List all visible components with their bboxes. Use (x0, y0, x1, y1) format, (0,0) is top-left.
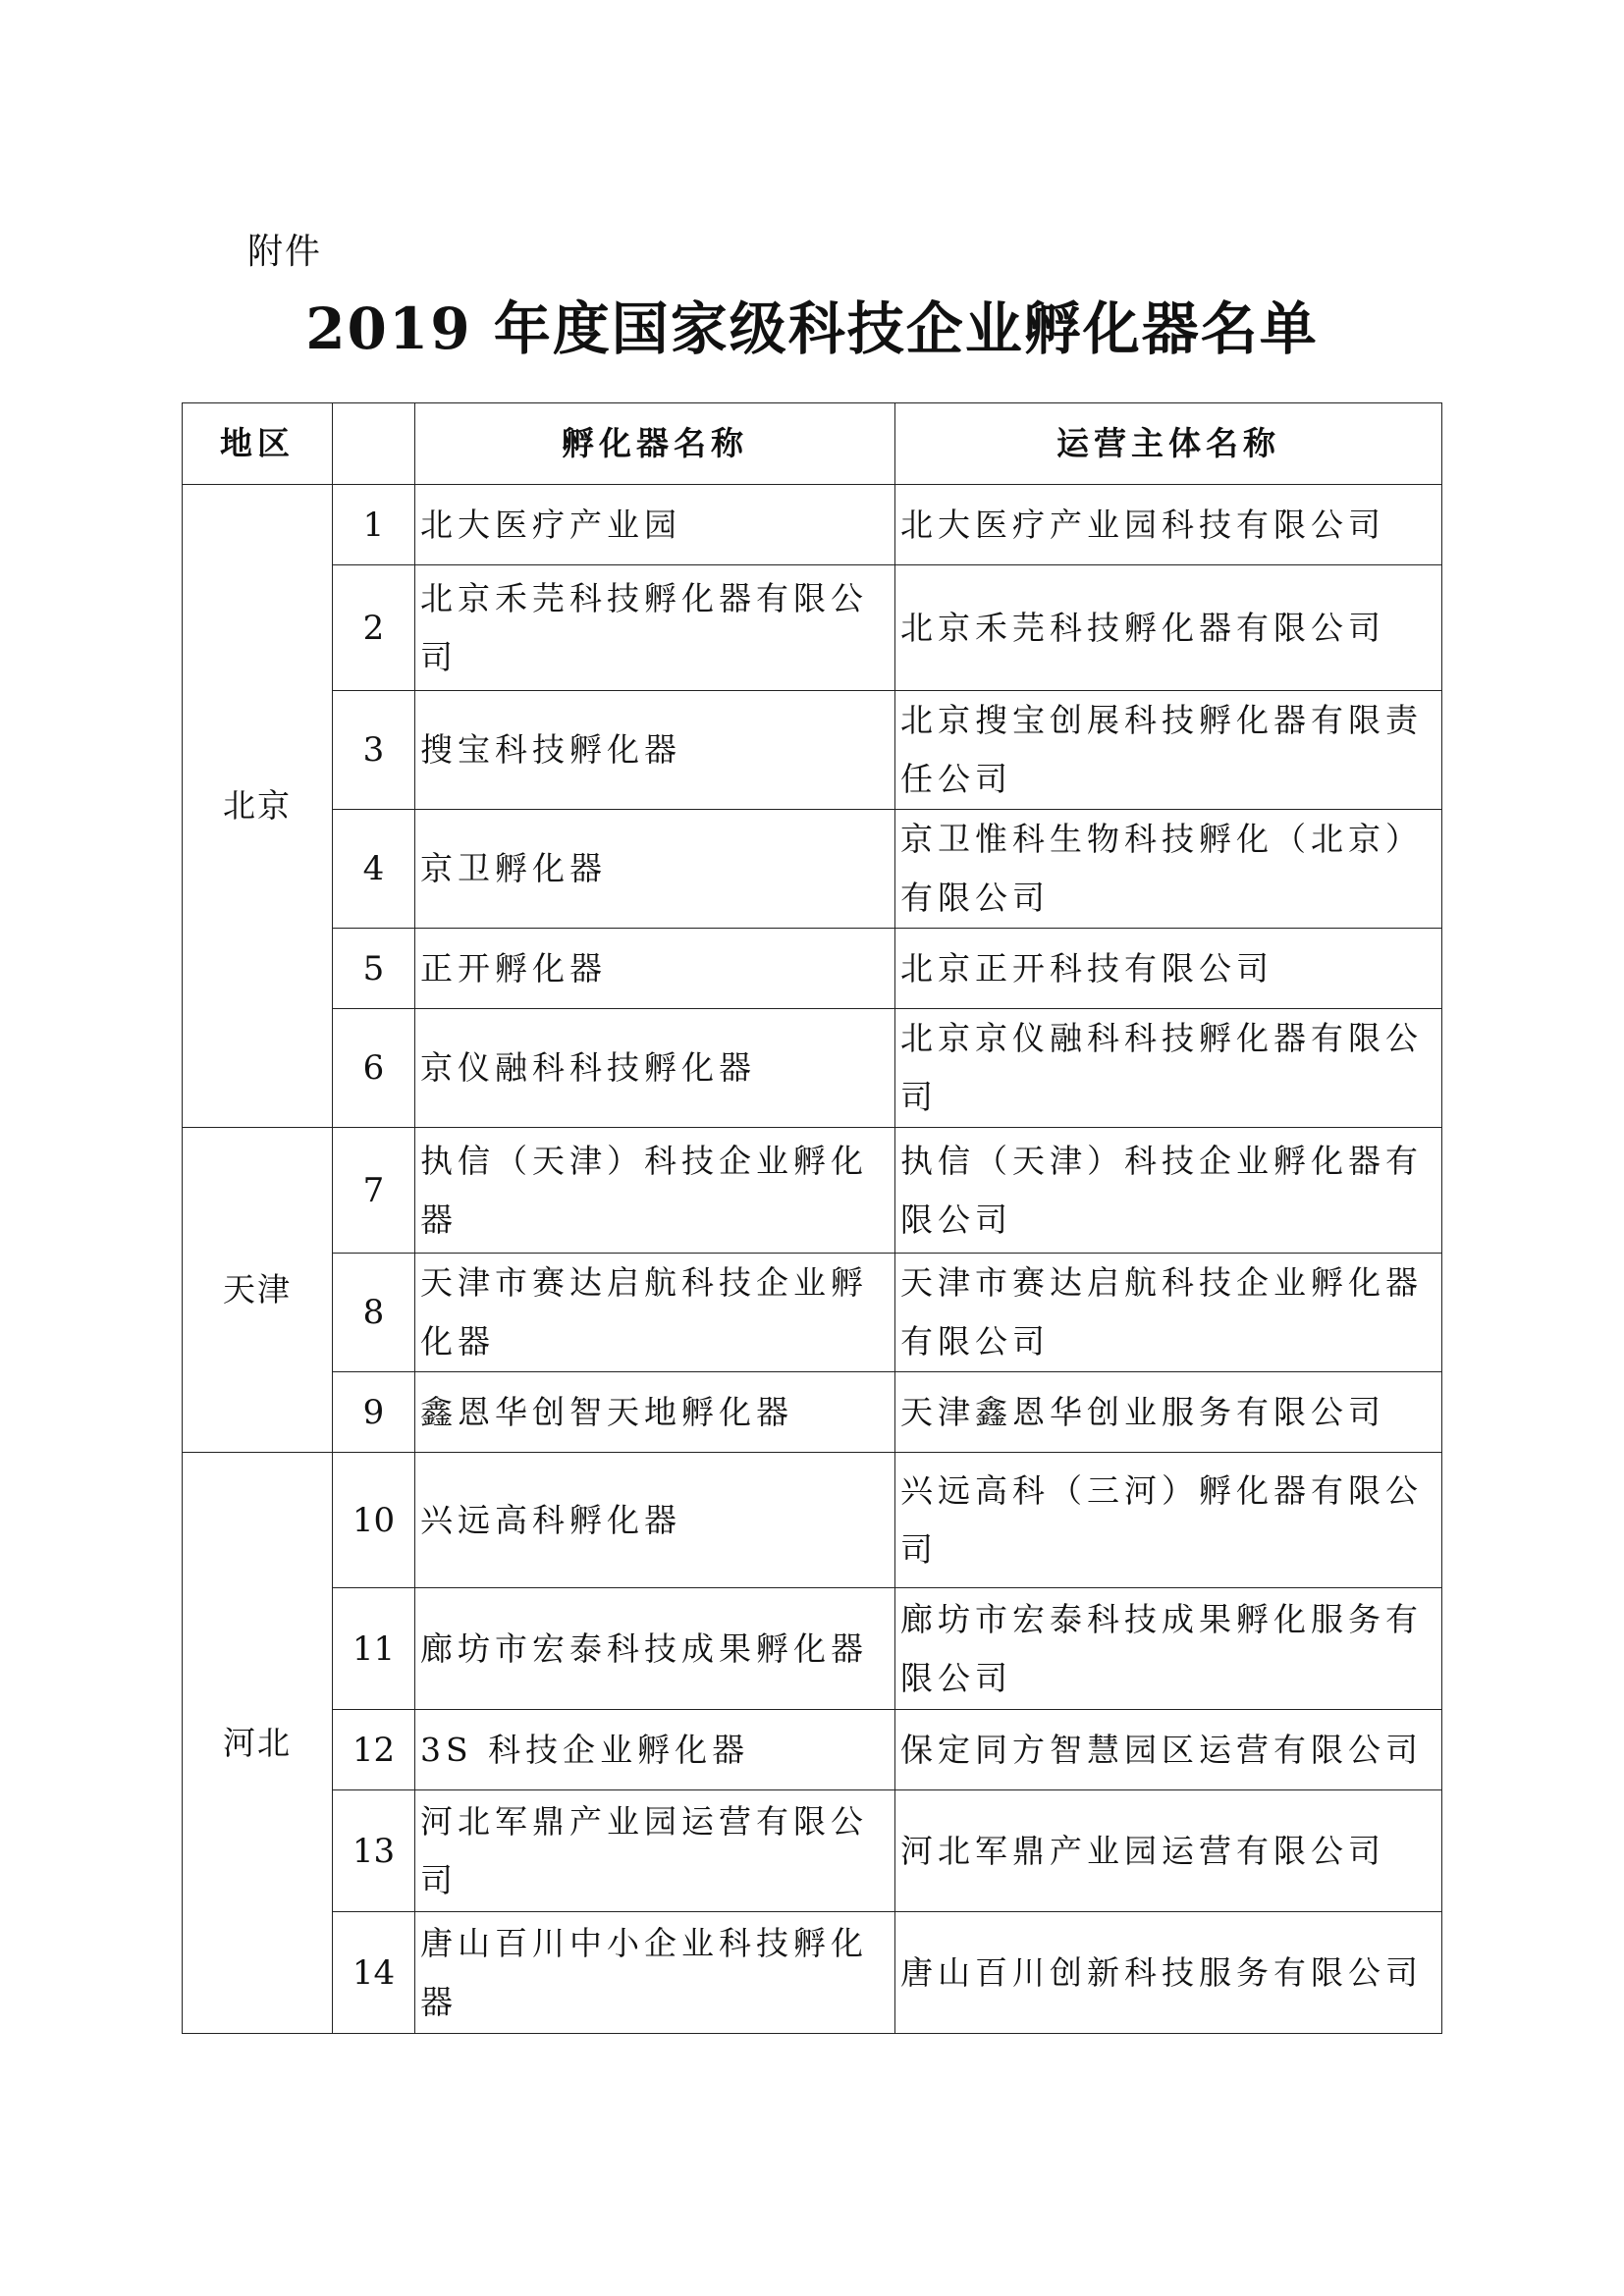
table-row (183, 810, 1442, 929)
table-row (183, 1254, 1442, 1372)
table-body (183, 485, 1442, 2034)
table-row (183, 1372, 1442, 1453)
num-cell: 5 (333, 929, 415, 1009)
table-row (183, 565, 1442, 691)
operator-cell: 保定同方智慧园区运营有限公司 (895, 1710, 1442, 1790)
operator-cell: 北大医疗产业园科技有限公司 (895, 485, 1442, 565)
operator-cell: 廊坊市宏泰科技成果孵化服务有限公司 (895, 1588, 1442, 1710)
num-cell: 14 (333, 1912, 415, 2034)
num-cell: 1 (333, 485, 415, 565)
operator-cell: 京卫惟科生物科技孵化（北京）有限公司 (895, 810, 1442, 929)
table-header-row (183, 403, 1442, 485)
name-cell: 河北军鼎产业园运营有限公司 (415, 1790, 895, 1912)
operator-cell: 执信（天津）科技企业孵化器有限公司 (895, 1128, 1442, 1254)
operator-cell: 天津鑫恩华创业服务有限公司 (895, 1372, 1442, 1453)
table-row (183, 1912, 1442, 2034)
attachment-label: 附件 (247, 232, 323, 272)
name-cell: 天津市赛达启航科技企业孵化器 (415, 1254, 895, 1372)
num-cell: 9 (333, 1372, 415, 1453)
table-row (183, 691, 1442, 810)
region-cell: 天津 (183, 1128, 333, 1453)
table-row (183, 1710, 1442, 1790)
num-cell: 13 (333, 1790, 415, 1912)
num-cell: 11 (333, 1588, 415, 1710)
header-operator: 运营主体名称 (895, 403, 1442, 485)
num-cell: 4 (333, 810, 415, 929)
table-row (183, 485, 1442, 565)
table-row (183, 929, 1442, 1009)
operator-cell: 北京禾芫科技孵化器有限公司 (895, 565, 1442, 691)
incubator-table (182, 402, 1442, 2034)
operator-cell: 北京京仪融科科技孵化器有限公司 (895, 1009, 1442, 1128)
num-cell: 8 (333, 1254, 415, 1372)
operator-cell: 河北军鼎产业园运营有限公司 (895, 1790, 1442, 1912)
name-cell: 北大医疗产业园 (415, 485, 895, 565)
num-cell: 2 (333, 565, 415, 691)
num-cell: 12 (333, 1710, 415, 1790)
operator-cell: 唐山百川创新科技服务有限公司 (895, 1912, 1442, 2034)
operator-cell: 天津市赛达启航科技企业孵化器有限公司 (895, 1254, 1442, 1372)
table-row (183, 1588, 1442, 1710)
num-cell: 6 (333, 1009, 415, 1128)
table-row (183, 1009, 1442, 1128)
table-row (183, 1128, 1442, 1254)
num-cell: 3 (333, 691, 415, 810)
name-cell: 京卫孵化器 (415, 810, 895, 929)
name-cell: 鑫恩华创智天地孵化器 (415, 1372, 895, 1453)
table-row (183, 1453, 1442, 1588)
header-name: 孵化器名称 (415, 403, 895, 485)
name-cell: 京仪融科科技孵化器 (415, 1009, 895, 1128)
num-cell: 10 (333, 1453, 415, 1588)
name-cell: 正开孵化器 (415, 929, 895, 1009)
operator-cell: 兴远高科（三河）孵化器有限公司 (895, 1453, 1442, 1588)
name-cell: 执信（天津）科技企业孵化器 (415, 1128, 895, 1254)
region-cell: 河北 (183, 1453, 333, 2034)
document-title: 2019 年度国家级科技企业孵化器名单 (305, 295, 1319, 362)
name-cell: 北京禾芫科技孵化器有限公司 (415, 565, 895, 691)
name-cell: 3S 科技企业孵化器 (415, 1710, 895, 1790)
operator-cell: 北京正开科技有限公司 (895, 929, 1442, 1009)
header-region: 地区 (183, 403, 333, 485)
name-cell: 兴远高科孵化器 (415, 1453, 895, 1588)
header-num (333, 403, 415, 485)
region-cell: 北京 (183, 485, 333, 1128)
name-cell: 搜宝科技孵化器 (415, 691, 895, 810)
name-cell: 唐山百川中小企业科技孵化器 (415, 1912, 895, 2034)
operator-cell: 北京搜宝创展科技孵化器有限责任公司 (895, 691, 1442, 810)
table-row (183, 1790, 1442, 1912)
num-cell: 7 (333, 1128, 415, 1254)
name-cell: 廊坊市宏泰科技成果孵化器 (415, 1588, 895, 1710)
